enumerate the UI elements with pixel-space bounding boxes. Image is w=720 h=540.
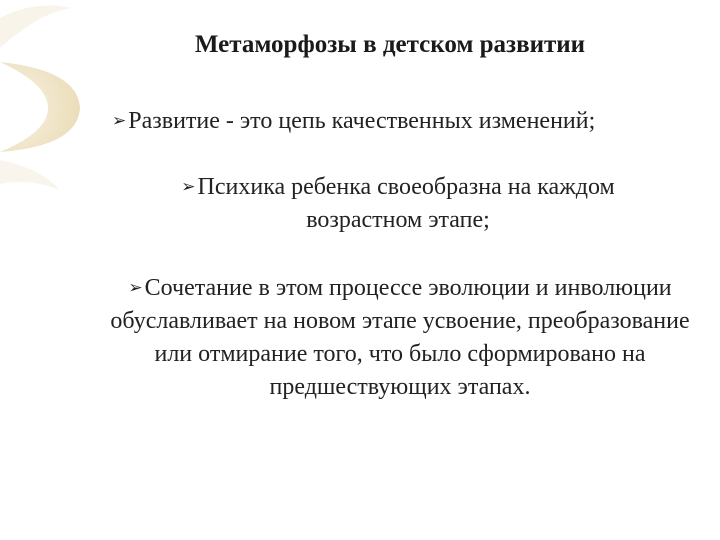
bullet-text: Психика ребенка своеобразна на каждом возрастном этапе;	[197, 174, 615, 233]
bullet-item-evolution	[110, 272, 690, 404]
slide-title: Метаморфозы в детском развитии	[194, 31, 586, 58]
arrow-bullet-icon: ➢	[181, 177, 196, 197]
bullet-text: Сочетание в этом процессе эволюции и инволюции обуславливает на новом этапе усвоение, преобразование или отмирание того, что было сформировано на предшествующих этапах.	[110, 275, 690, 400]
arrow-bullet-icon: ➢	[128, 278, 143, 298]
bullet-item-development	[112, 105, 692, 138]
arrow-bullet-icon: ➢	[112, 111, 127, 131]
decorative-crescent-icon	[0, 0, 120, 200]
bullet-item-psyche	[128, 171, 668, 237]
bullet-text: Развитие - это цепь качественных изменений;	[128, 108, 596, 134]
